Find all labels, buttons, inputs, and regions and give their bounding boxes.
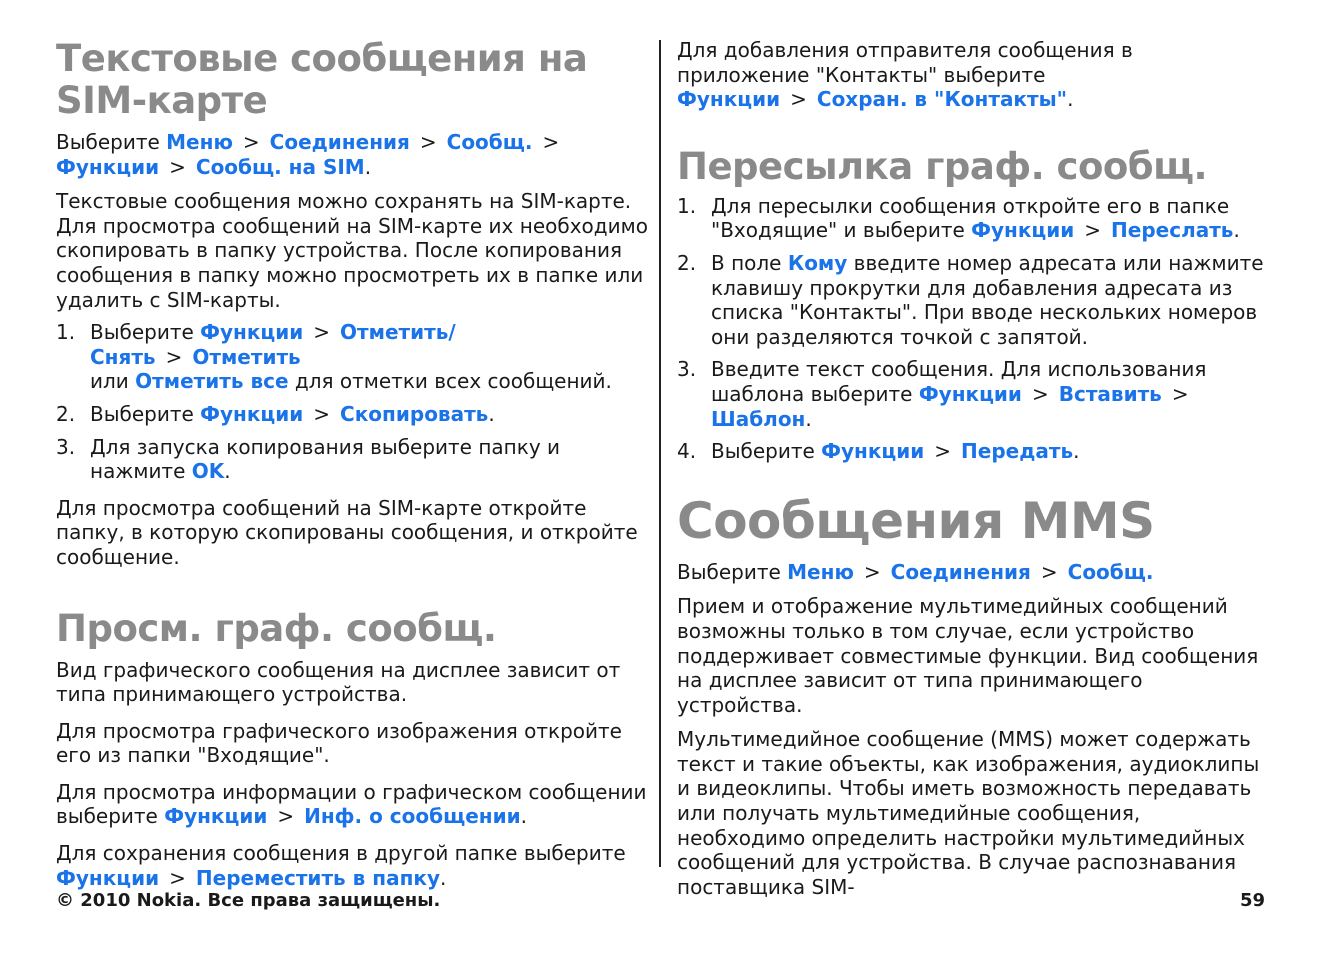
list-item: 1. Выберите Функции > Отметить/Снять > Отметить или Отметить все для отметки всех сообщений. bbox=[56, 320, 612, 394]
list-item: 4. Выберите Функции > Передать. bbox=[677, 439, 1080, 464]
sim-description: Текстовые сообщения можно сохранять на SIM-карте. Для просмотра сообщений на SIM-карте их необходимо скопировать в папку устройства. После копирования сообщения в папку можно просмотреть их в папке или удалить с SIM-карты. bbox=[56, 189, 648, 312]
list-item: 3. Введите текст сообщения. Для использования шаблона выберите Функции > Вставить > Шаблон. bbox=[677, 357, 1207, 431]
list-item: 3. Для запуска копирования выберите папку и нажмите OK. bbox=[56, 434, 561, 484]
left-column bbox=[56, 38, 648, 890]
sim-messages-link[interactable]: Сообщ. на SIM bbox=[195, 154, 365, 179]
mms-menu-path: Выберите Меню > Соединения > Сообщ. bbox=[677, 559, 1154, 584]
menu-link[interactable]: Меню bbox=[166, 130, 233, 154]
view-paragraph-1: Вид графического сообщения на дисплее зависит от типа принимающего устройства. bbox=[56, 657, 621, 707]
heading-view-picture-messages: Просм. граф. сообщ. bbox=[56, 606, 497, 650]
forward-steps-list bbox=[677, 194, 1267, 464]
heading-forward-picture-messages: Пересылка граф. сообщ. bbox=[677, 144, 1208, 188]
page-number: 59 bbox=[1240, 890, 1266, 911]
contacts-paragraph: Для добавления отправителя сообщения в приложение "Контакты" выберите Функции > Сохран. в "Контакты". bbox=[677, 38, 1133, 112]
sim-steps-list bbox=[56, 320, 648, 484]
list-item: 2. Выберите Функции > Скопировать. bbox=[56, 401, 495, 426]
view-paragraph-3: Для просмотра информации о графическом сообщении выберите Функции > Инф. о сообщении. bbox=[56, 779, 647, 829]
options-link[interactable]: Функции bbox=[56, 154, 160, 179]
right-column bbox=[677, 38, 1267, 899]
list-item: 2. В поле Кому введите номер адресата или нажмите клавишу прокрутки для добавления адресата из списка "Контакты". При вводе нескольких номеров они разделяются точкой с запятой. bbox=[677, 250, 1264, 349]
mms-paragraph-2: Мультимедийное сообщение (MMS) может содержать текст и такие объекты, как изображения, аудиоклипы и видеоклипы. Чтобы иметь возможность передавать или получать мультимедийные сообщения, необходимо определить настройки мультимедийных сообщений для устройства. В случае распознавания поставщика SIM- bbox=[677, 727, 1260, 899]
view-paragraph-2: Для просмотра графического изображения откройте его из папки "Входящие". bbox=[56, 718, 622, 768]
sim-view-paragraph: Для просмотра сообщений на SIM-карте откройте папку, в которую скопированы сообщения, и откройте сообщение. bbox=[56, 495, 638, 569]
list-item: 1. Для пересылки сообщения откройте его в папке "Входящие" и выберите Функции > Переслать. bbox=[677, 193, 1240, 243]
heading-mms: Сообщения MMS bbox=[677, 491, 1155, 550]
view-paragraph-4: Для сохранения сообщения в другой папке выберите Функции > Переместить в папку. bbox=[56, 841, 626, 890]
messages-link[interactable]: Сообщ. bbox=[446, 130, 533, 154]
copyright: © 2010 Nokia. Все права защищены. bbox=[56, 890, 441, 911]
column-divider bbox=[659, 40, 661, 867]
mms-paragraph-1: Прием и отображение мультимедийных сообщений возможны только в том случае, если устройство поддерживает совместимые функции. Вид сообщения на дисплее зависит от типа принимающего устройства. bbox=[677, 594, 1259, 717]
connections-link[interactable]: Соединения bbox=[269, 130, 410, 154]
sim-menu-path: Выберите Меню > Соединения > Сообщ. > Функции > Сообщ. на SIM. bbox=[56, 130, 560, 179]
heading-sim-messages: Текстовые сообщения на SIM-карте bbox=[56, 37, 588, 122]
